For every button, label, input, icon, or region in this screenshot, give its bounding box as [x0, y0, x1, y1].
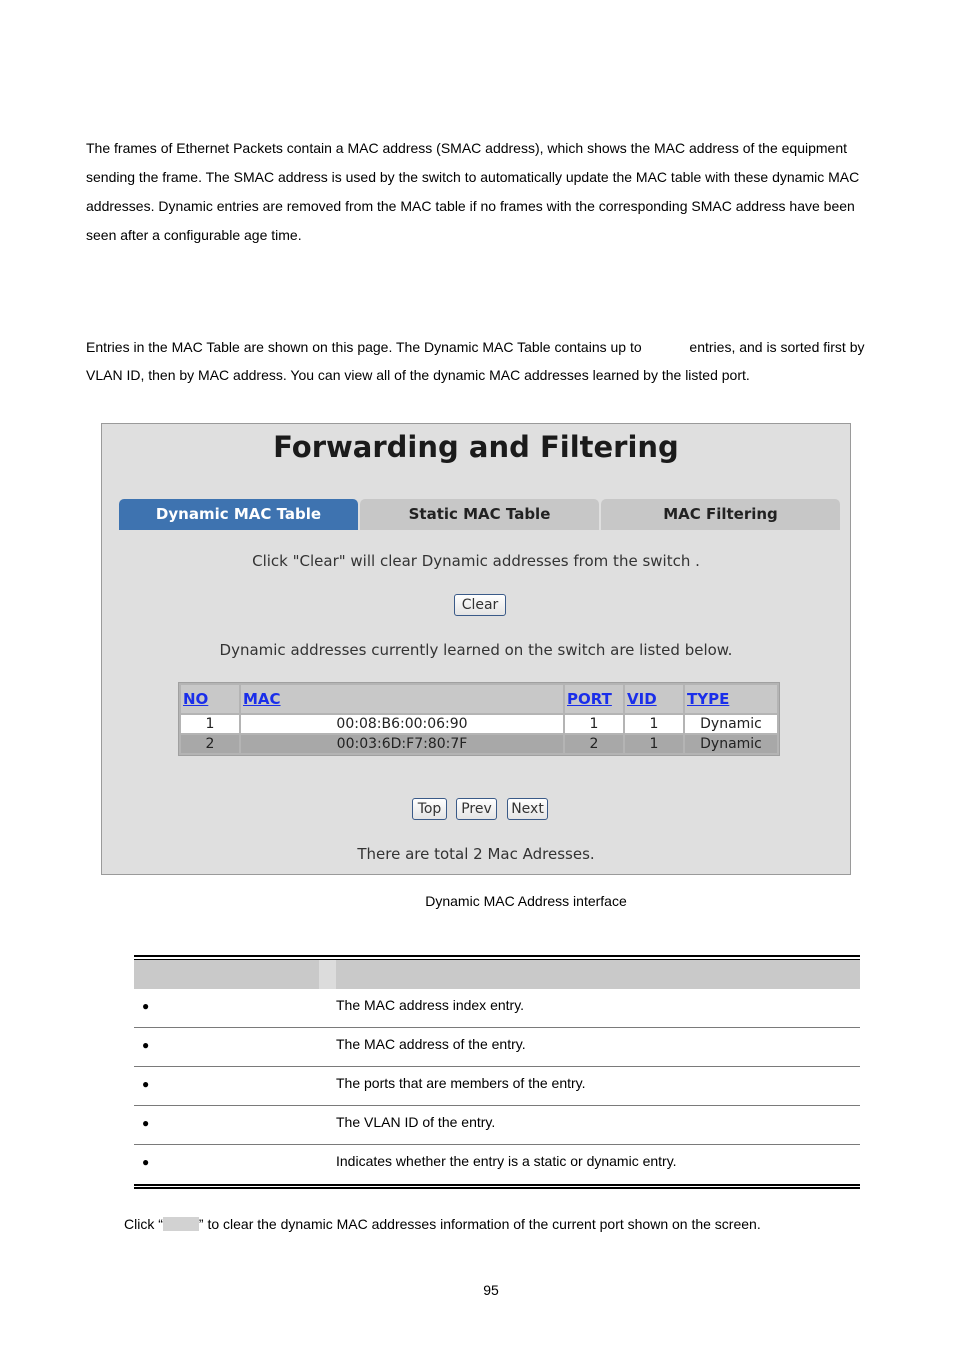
paragraph-text-after: entries, and is sorted first by VLAN ID, then by MAC address. You can view all of the dynamic MAC addresses learned by the listed port. — [86, 339, 865, 383]
cell-type: Dynamic — [685, 715, 777, 733]
table-row — [181, 715, 777, 733]
tab-mac-filtering[interactable]: MAC Filtering — [601, 499, 840, 530]
bullet-icon: ● — [142, 1155, 150, 1169]
tab-dynamic-mac-table[interactable]: Dynamic MAC Table — [119, 499, 358, 530]
clear-button[interactable]: Clear — [454, 594, 506, 616]
figure-caption: Dynamic MAC Address interface — [425, 893, 627, 909]
total-count-text: There are total 2 Mac Adresses. — [357, 845, 595, 863]
cell-vid: 1 — [625, 715, 683, 733]
blank-button-placeholder — [163, 1217, 199, 1231]
column-header-no[interactable]: NO — [181, 685, 239, 713]
table-row — [181, 735, 777, 753]
column-header-type[interactable]: TYPE — [685, 685, 777, 713]
listed-text: Dynamic addresses currently learned on the switch are listed below. — [219, 641, 733, 659]
column-header-mac[interactable]: MAC — [241, 685, 563, 713]
next-button[interactable]: Next — [507, 798, 548, 820]
table-bottom-rule — [134, 1184, 860, 1189]
mac-table-paragraph — [86, 333, 876, 389]
prev-button[interactable]: Prev — [456, 798, 497, 820]
description-row — [134, 1067, 860, 1106]
cell-no: 2 — [181, 735, 239, 753]
forwarding-filtering-screenshot — [101, 423, 851, 875]
bullet-icon: ● — [142, 1116, 150, 1130]
bullet-icon: ● — [142, 999, 150, 1013]
clear-instruction: Click “ ” to clear the dynamic MAC addresses information of the current port shown on the screen. — [124, 1216, 761, 1232]
table-top-rule — [134, 955, 860, 957]
bullet-icon: ● — [142, 1077, 150, 1091]
description-text: The MAC address index entry. — [336, 997, 525, 1013]
cell-port: 1 — [565, 715, 623, 733]
description-header-row — [134, 960, 860, 989]
cell-mac: 00:03:6D:F7:80:7F — [241, 735, 563, 753]
description-row — [134, 1145, 860, 1184]
parameter-description-table — [134, 955, 860, 1189]
intro-paragraph: The frames of Ethernet Packets contain a MAC address (SMAC address), which shows the MAC address of the equipment sending the frame. The SMAC address is used by the switch to automatically update the MAC table with these dynamic MAC addresses. Dynamic entries are removed from the MAC table if no frames with the corresponding SMAC address have been seen after a configurable age time. — [86, 140, 860, 243]
description-row — [134, 1106, 860, 1145]
paragraph-text-before: Entries in the MAC Table are shown on this page. The Dynamic MAC Table contains up to — [86, 339, 642, 355]
panel-title: Forwarding and Filtering — [273, 430, 679, 464]
tab-static-mac-table[interactable]: Static MAC Table — [360, 499, 599, 530]
bullet-icon: ● — [142, 1038, 150, 1052]
table-header-row — [181, 685, 777, 713]
description-text: Indicates whether the entry is a static or dynamic entry. — [336, 1153, 677, 1169]
top-button[interactable]: Top — [412, 798, 447, 820]
column-header-vid[interactable]: VID — [625, 685, 683, 713]
description-text: The MAC address of the entry. — [336, 1036, 526, 1052]
description-row — [134, 1028, 860, 1067]
cell-no: 1 — [181, 715, 239, 733]
page-number: 95 — [483, 1282, 499, 1298]
cell-vid: 1 — [625, 735, 683, 753]
description-text: The VLAN ID of the entry. — [336, 1114, 496, 1130]
description-text: The ports that are members of the entry. — [336, 1075, 586, 1091]
cell-mac: 00:08:B6:00:06:90 — [241, 715, 563, 733]
column-header-port[interactable]: PORT — [565, 685, 623, 713]
cell-type: Dynamic — [685, 735, 777, 753]
clear-hint: Click "Clear" will clear Dynamic addresses from the switch . — [252, 552, 700, 570]
dynamic-mac-table — [178, 682, 780, 756]
cell-port: 2 — [565, 735, 623, 753]
description-row — [134, 989, 860, 1028]
